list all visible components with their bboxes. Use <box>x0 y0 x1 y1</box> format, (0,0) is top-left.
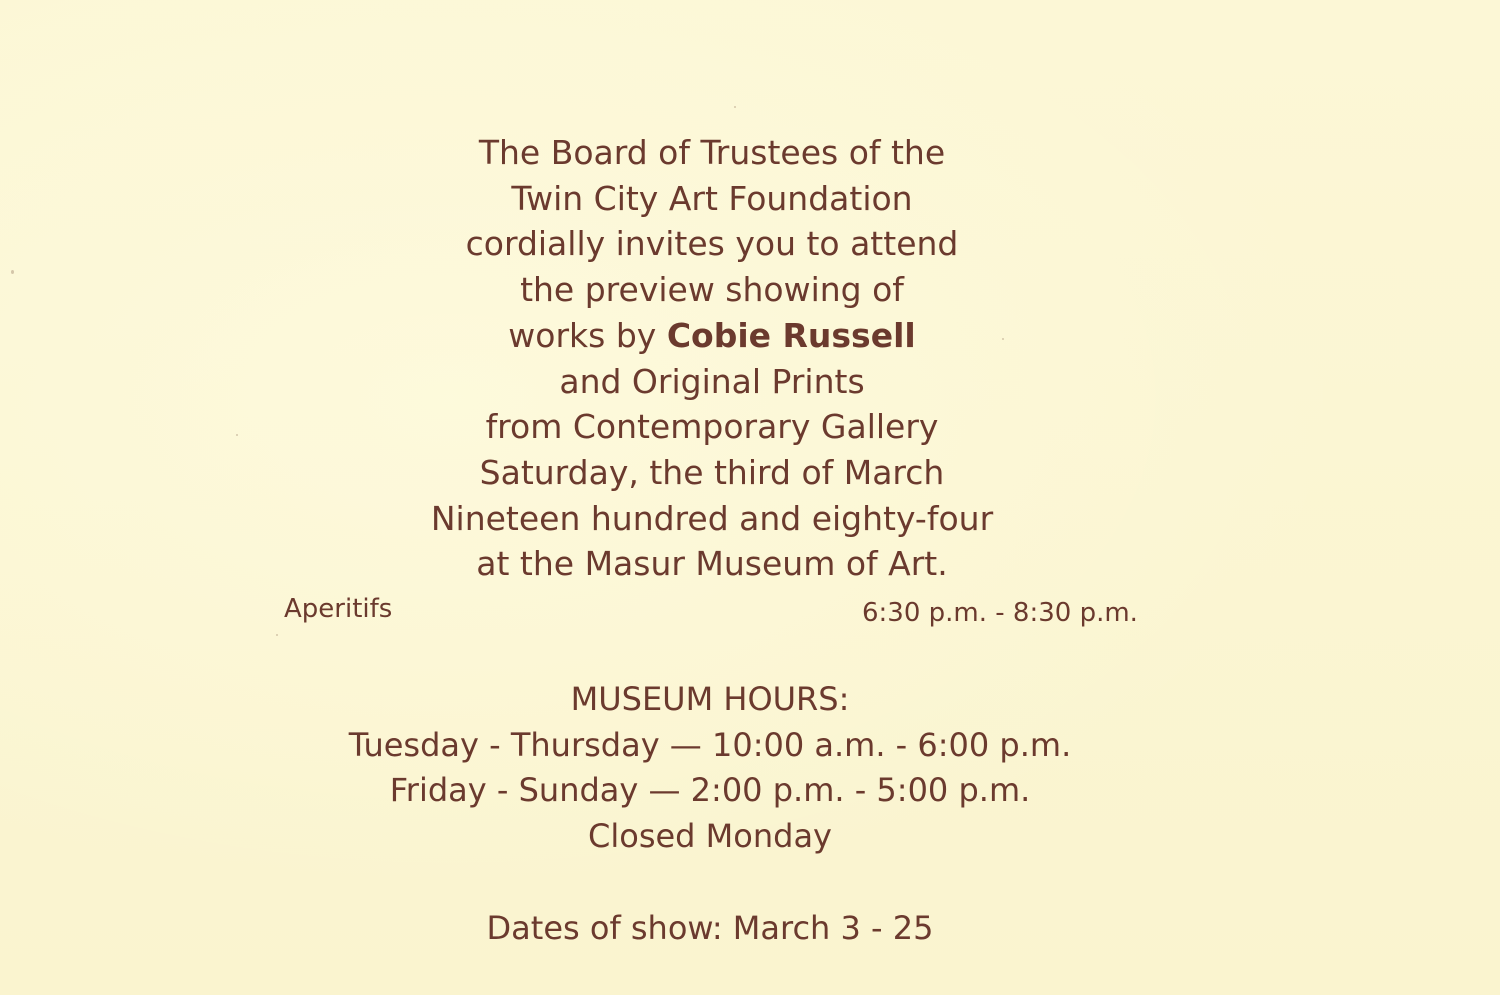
museum-hours-weekday: Tuesday - Thursday — 10:00 a.m. - 6:00 p.m. <box>348 725 1072 764</box>
paper-speck <box>236 434 238 436</box>
invitation-line: cordially invites you to attend <box>465 224 959 264</box>
invitation-line-artist <box>412 313 1012 359</box>
aperitifs-time: 6:30 p.m. - 8:30 p.m. <box>862 598 1138 628</box>
museum-hours <box>310 677 1110 860</box>
paper-speck <box>734 106 736 108</box>
invitation-line: and Original Prints <box>559 361 865 401</box>
museum-closed-day: Closed Monday <box>588 817 832 856</box>
invitation-line: The Board of Trustees of the <box>478 133 946 172</box>
invitation-line: Nineteen hundred and eighty-four <box>430 498 994 538</box>
show-dates: Dates of show: March 3 - 25 <box>486 909 934 947</box>
paper-speck <box>11 270 14 274</box>
museum-hours-heading: MUSEUM HOURS: <box>570 680 850 718</box>
invitation-line: Saturday, the third of March <box>479 452 945 492</box>
aperitifs-label: Aperitifs <box>284 594 393 624</box>
invitation-line: at the Masur Museum of Art. <box>476 544 948 584</box>
invitation-line: the preview showing of <box>520 270 904 310</box>
artist-name: Cobie Russell <box>666 315 916 355</box>
museum-hours-weekend: Friday - Sunday — 2:00 p.m. - 5:00 p.m. <box>389 771 1031 810</box>
paper-speck <box>276 634 278 636</box>
invitation-line: Twin City Art Foundation <box>511 178 913 218</box>
works-by-text: works by <box>508 315 667 355</box>
invitation-line: from Contemporary Gallery <box>485 407 939 447</box>
invitation-text <box>412 130 1012 587</box>
